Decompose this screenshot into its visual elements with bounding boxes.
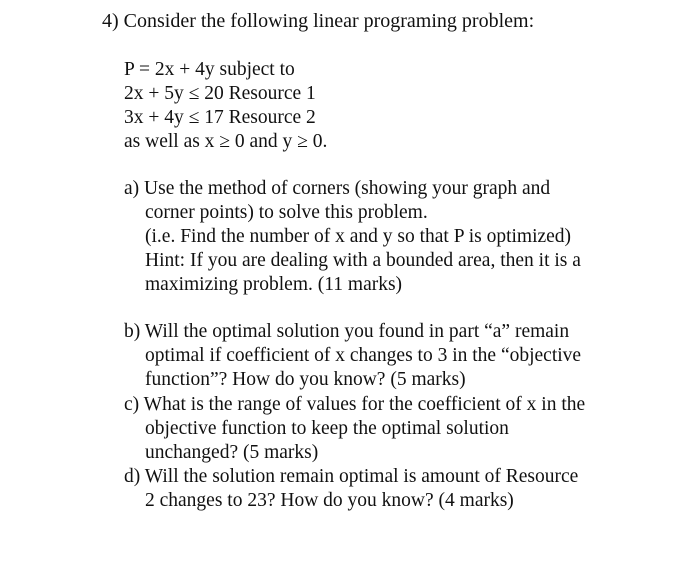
part-b-line: function”? How do you know? (5 marks) [145,369,466,390]
part-b-line: optimal if coefficient of x changes to 3 in the “objective [145,345,582,366]
part-a-line: corner points) to solve this problem. [145,202,428,223]
part-c-line: unchanged? (5 marks) [145,442,319,463]
part-d-line: 2 changes to 23? How do you know? (4 marks) [145,490,514,511]
constraint-resource-1: 2x + 5y ≤ 20 Resource 1 [124,83,316,104]
part-a-line: a) Use the method of corners (showing your graph and [124,178,551,199]
part-b-line: b) Will the optimal solution you found in part “a” remain [124,321,570,342]
question-heading: 4) Consider the following linear programing problem: [102,10,535,32]
part-c-line: objective function to keep the optimal solution [145,418,509,439]
part-a-line: maximizing problem. (11 marks) [145,274,403,295]
constraint-resource-2: 3x + 4y ≤ 17 Resource 2 [124,107,316,128]
part-c-line: c) What is the range of values for the coefficient of x in the [124,394,586,415]
part-a-line: (i.e. Find the number of x and y so that P is optimized) [145,226,572,247]
part-d-line: d) Will the solution remain optimal is amount of Resource [124,466,579,487]
nonnegativity-constraint: as well as x ≥ 0 and y ≥ 0. [124,131,328,152]
objective-function: P = 2x + 4y subject to [124,59,295,80]
part-a-line: Hint: If you are dealing with a bounded area, then it is a [145,250,581,271]
